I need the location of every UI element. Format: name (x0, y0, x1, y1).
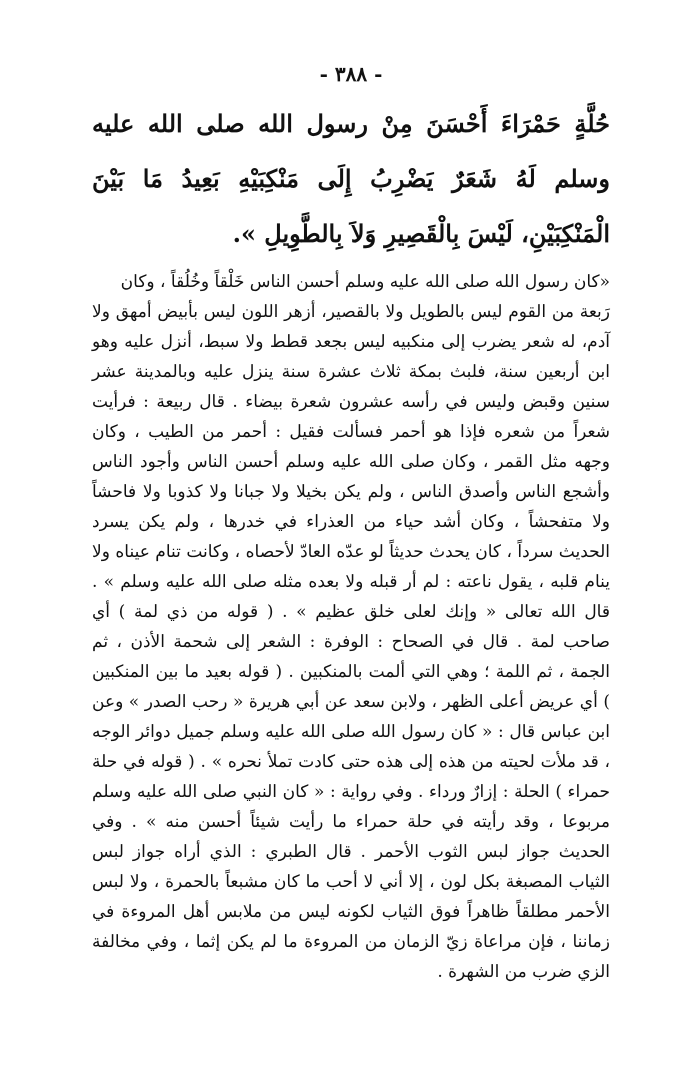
commentary-body: رَبعة من القوم ليس بالطويل ولا بالقصير، أزهر اللون ليس بأبيض أمهق ولا آدم، له شعر يضرب إلى منكبيه ليس بجعد قطط ولا سبط، أنزل عليه وهو ابن أربعين سنة، فلبث بمكة ثلاث عشرة سنة ينزل عليه وبالمدينة عشر سنين وقبض وليس في رأسه عشرون شعرة بيضاء . قال ربيعة : فرأيت شعراً من شعره فإذا هو أحمر فسألت فقيل : أحمر من الطيب ، وكان وجهه مثل القمر ، وكان صلى الله عليه وسلم أحسن الناس وأجود الناس وأشجع الناس وأصدق الناس ، ولم يكن بخيلا ولا جبانا ولا كذوبا ولا فاحشاً ولا متفحشاً ، وكان أشد حياء من العذراء في خدرها ، ولم يكن يسرد الحديث سرداً ، كان يحدث حديثاً لو عدّه العادّ لأحصاه ، وكانت تنام عيناه ولا ينام قلبه ، يقول ناعته : لم أر قبله ولا بعده مثله صلى الله عليه وسلم » . قال الله تعالى « وإنك لعلى خلق عظيم » . ( قوله من ذي لمة ) أي صاحب لمة . قال في الصحاح : الوفرة : الشعر إلى شحمة الأذن ، ثم الجمة ، ثم اللمة ؛ وهي التي ألمت بالمنكبين . ( قوله بعيد ما بين المنكبين ) أي عريض أعلى الظهر ، ولابن سعد عن أبي هريرة « رحب الصدر » وعن ابن عباس قال : « كان رسول الله صلى الله عليه وسلم جميل دوائر الوجه ، قد ملأت لحيته من هذه إلى هذه حتى كادت تملأ نحره » . ( قوله في حلة حمراء ) الحلة : إزارٌ ورداء . وفي رواية : « كان النبي صلى الله عليه وسلم مربوعا ، وقد رأيته في حلة حمراء ما رأيت شيئاً أحسن منه » . وفي الحديث جواز لبس الثوب الأحمر . قال الطبري : الذي أراه جواز لبس الثياب المصبغة بكل لون ، إلا أني لا أحب ما كان مشبعاً بالحمرة ، ولا لبس الأحمر مطلقاً ظاهراً فوق الثياب لكونه ليس من ملابس أهل المروءة في زماننا ، فإن مراعاة زيّ الزمان من المروءة ما لم يكن إثما ، وفي مخالفة الزي ضرب من الشهرة . (92, 302, 610, 982)
page-number: - ٣٨٨ - (319, 62, 383, 86)
hadith-text: حُلَّةٍ حَمْرَاءَ أَحْسَنَ مِنْ رسول الله صلى الله عليه وسلم لَهُ شَعَرٌ يَضْرِبُ إِلَى مَنْكِبَيْهِ بَعِيدُ مَا بَيْنَ الْمَنْكِبَيْنِ، لَيْسَ بِالْقَصِيرِ وَلاَ بِالطَّوِيلِ ». (92, 109, 610, 248)
commentary-intro: «كان رسول الله صلى الله عليه وسلم أحسن الناس خَلْقاً وخُلُقاً ، وكان (120, 272, 610, 292)
commentary (92, 267, 610, 987)
